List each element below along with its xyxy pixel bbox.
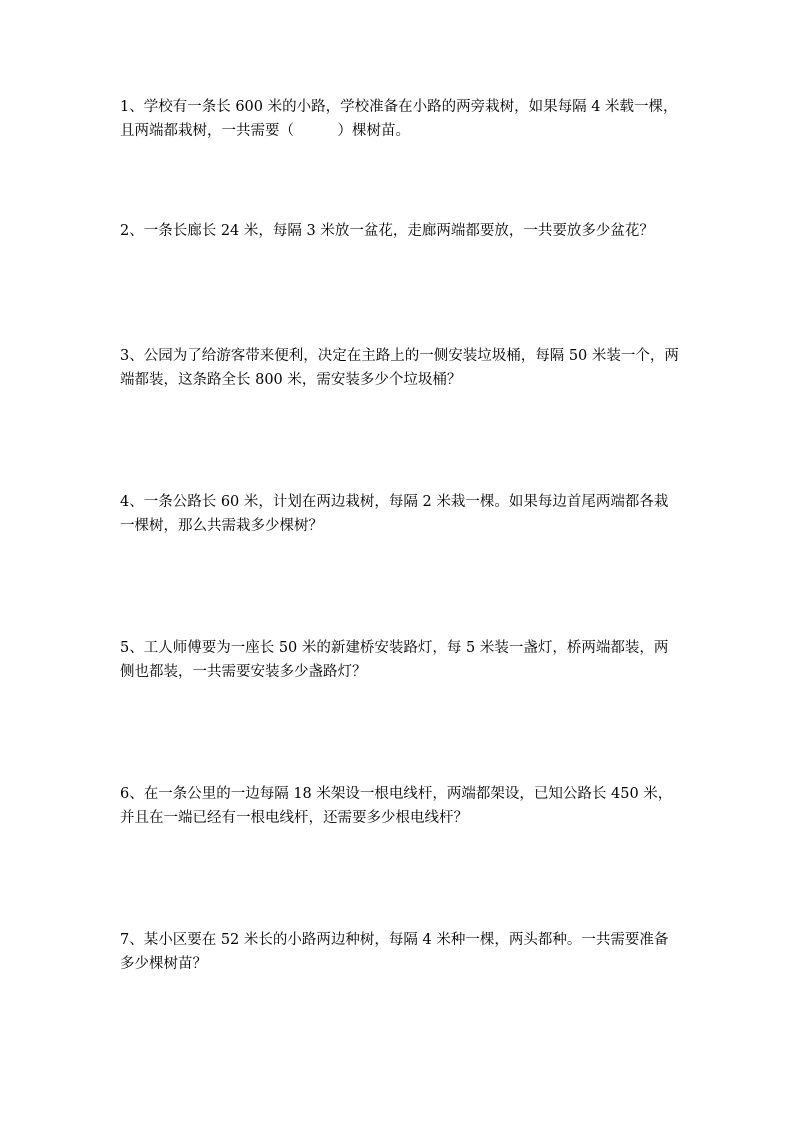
question-7: 7、某小区要在 52 米长的小路两边种树，每隔 4 米种一棵，两头都种。一共需要准备多少棵树苗？ [120,932,669,972]
question-3: 3、公园为了给游客带来便利，决定在主路上的一侧安装垃圾桶，每隔 50 米装一个，两端都装，这条路全长 800 米，需安装多少个垃圾桶？ [120,348,679,388]
question-1: 1、学校有一条长 600 米的小路，学校准备在小路的两旁栽树，如果每隔 4 米载一棵，且两端都栽树，一共需要（ ）棵树苗。 [120,99,678,139]
question-5: 5、工人师傅要为一座长 50 米的新建桥安装路灯，每 5 米装一盏灯，桥两端都装，两侧也都装，一共需要安装多少盏路灯？ [120,640,669,680]
question-2: 2、一条长廊长 24 米，每隔 3 米放一盆花，走廊两端都要放，一共要放多少盆花？ [120,223,654,239]
question-6: 6、在一条公里的一边每隔 18 米架设一根电线杆，两端都架设，已知公路长 450 米，并且在一端已经有一根电线杆，还需要多少根电线杆？ [120,786,673,826]
question-4: 4、一条公路长 60 米，计划在两边栽树，每隔 2 米栽一棵。如果每边首尾两端都各栽一棵树，那么共需栽多少棵树？ [120,494,669,534]
